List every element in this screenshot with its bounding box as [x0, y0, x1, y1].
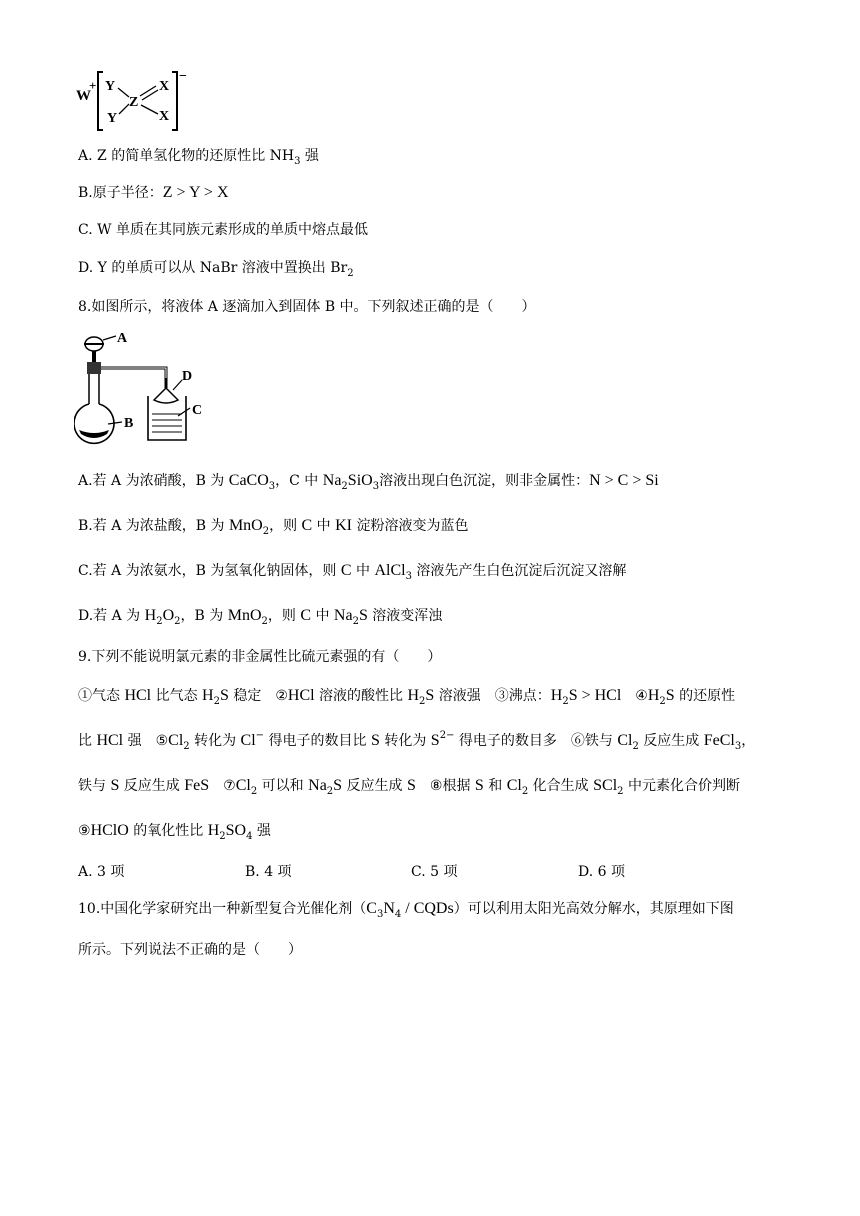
q9-stem: 9.下列不能说明氯元素的非金属性比硫元素强的有（ ） [78, 649, 442, 665]
q8-apparatus-figure [74, 330, 214, 448]
q9-line-2: 比 HCl 强 $⑤Cl_2$ 转化为 Cl− 得电子的数目比 S 转化为 $S^{2-}$ 得电子的数目多 ⑥铁与 $Cl_2$ 反应生成 FeCl$_3$， [78, 730, 756, 752]
fig-y-bottom: Y [107, 111, 118, 126]
fig-double-bond-1 [140, 86, 156, 96]
q8-option-d: D.若 A 为 $H_2O_2$，B 为 MnO$_2$，则 C 中 $Na_2S$ 溶液变浑浊 [78, 607, 443, 627]
q9-option-c: C. 5 项 [411, 864, 458, 880]
q8-option-c: C.若 A 为浓氨水，B 为氢氧化钠固体，则 C 中 AlCl$_3$ 溶液先产生白色沉淀后沉淀又溶解 [78, 562, 627, 582]
fig-plus: + [89, 78, 97, 93]
fig-left-bracket [98, 72, 103, 130]
q10-stem-line-2: 所示。下列说法不正确的是（ ） [78, 942, 302, 958]
fig-x-bottom: X [159, 109, 170, 124]
q9-option-b: B. 4 项 [245, 864, 292, 880]
q10-stem-line-1: 10.中国化学家研究出一种新型复合光催化剂（$C_3N_4$ / CQDs）可以利用太阳光高效分解水，其原理如下图 [78, 900, 734, 920]
delivery-tube-inner [101, 368, 166, 388]
fig-y-top: Y [105, 79, 116, 94]
fig-x-top: X [159, 79, 170, 94]
q8-option-b: B.若 A 为浓盐酸，B 为 MnO$_2$，则 C 中 KI 淀粉溶液变为蓝色 [78, 517, 469, 537]
fig-bond-z-x [141, 105, 158, 114]
q9-line-3: 铁与 S 反应生成 FeS $⑦Cl_2$ 可以和 $Na_2S$ 反应生成 S ⑧根据 S 和 $Cl_2$ 化合生成 SCl$_2$ 中元素化合价判断 [78, 777, 740, 797]
fig-double-bond-2 [142, 90, 158, 100]
q9-line-4: ⑨HClO 的氧化性比 $H_2SO_4$ 强 [78, 822, 271, 842]
fig-w: W [76, 88, 91, 104]
fig-charge: − [179, 69, 187, 84]
fig-bond-y-z-bottom [119, 104, 129, 114]
label-b: B [124, 416, 134, 431]
q7-option-c: C. W 单质在其同族元素形成的单质中熔点最低 [78, 222, 368, 238]
funnel-a-pointer [103, 336, 116, 340]
label-d: D [182, 369, 193, 384]
fig-right-bracket [172, 72, 177, 130]
q7-option-b: B.原子半径：Z > Y > X [78, 184, 229, 201]
fig-bond-y-z-top [118, 88, 129, 97]
q7-option-d: D. Y 的单质可以从 NaBr 溶液中置换出 $Br_2$ [78, 260, 354, 279]
q8-stem: 8.如图所示，将液体 A 逐滴加入到固体 B 中。下列叙述正确的是（ ） [78, 299, 536, 315]
funnel-d-cone [154, 388, 178, 403]
q9-line-1: ①气态 HCl 比气态 $H_2S$ 稳定 ②HCl 溶液的酸性比 $H_2S$ 溶液强 ③沸点：$H_2S$ > HCl $④H_2S$ 的还原性 [78, 687, 736, 707]
q7-structure-figure [76, 66, 196, 136]
pointer-c [178, 408, 190, 416]
label-c: C [192, 403, 203, 418]
q7-option-a: A. Z 的简单氢化物的还原性比 $NH_3$ 强 [78, 148, 319, 167]
q9-option-d: D. 6 项 [578, 864, 625, 880]
label-a: A [117, 331, 128, 346]
pointer-d [173, 380, 182, 390]
stopper-b [87, 362, 101, 374]
q9-option-a: A. 3 项 [78, 864, 125, 880]
delivery-tube [101, 368, 166, 388]
q8-option-a: A.若 A 为浓硝酸，B 为 CaCO$_3$，C 中 $Na_2SiO_3$溶液出现白色沉淀，则非金属性：N > C > Si [78, 472, 659, 492]
fig-z: Z [129, 95, 139, 110]
